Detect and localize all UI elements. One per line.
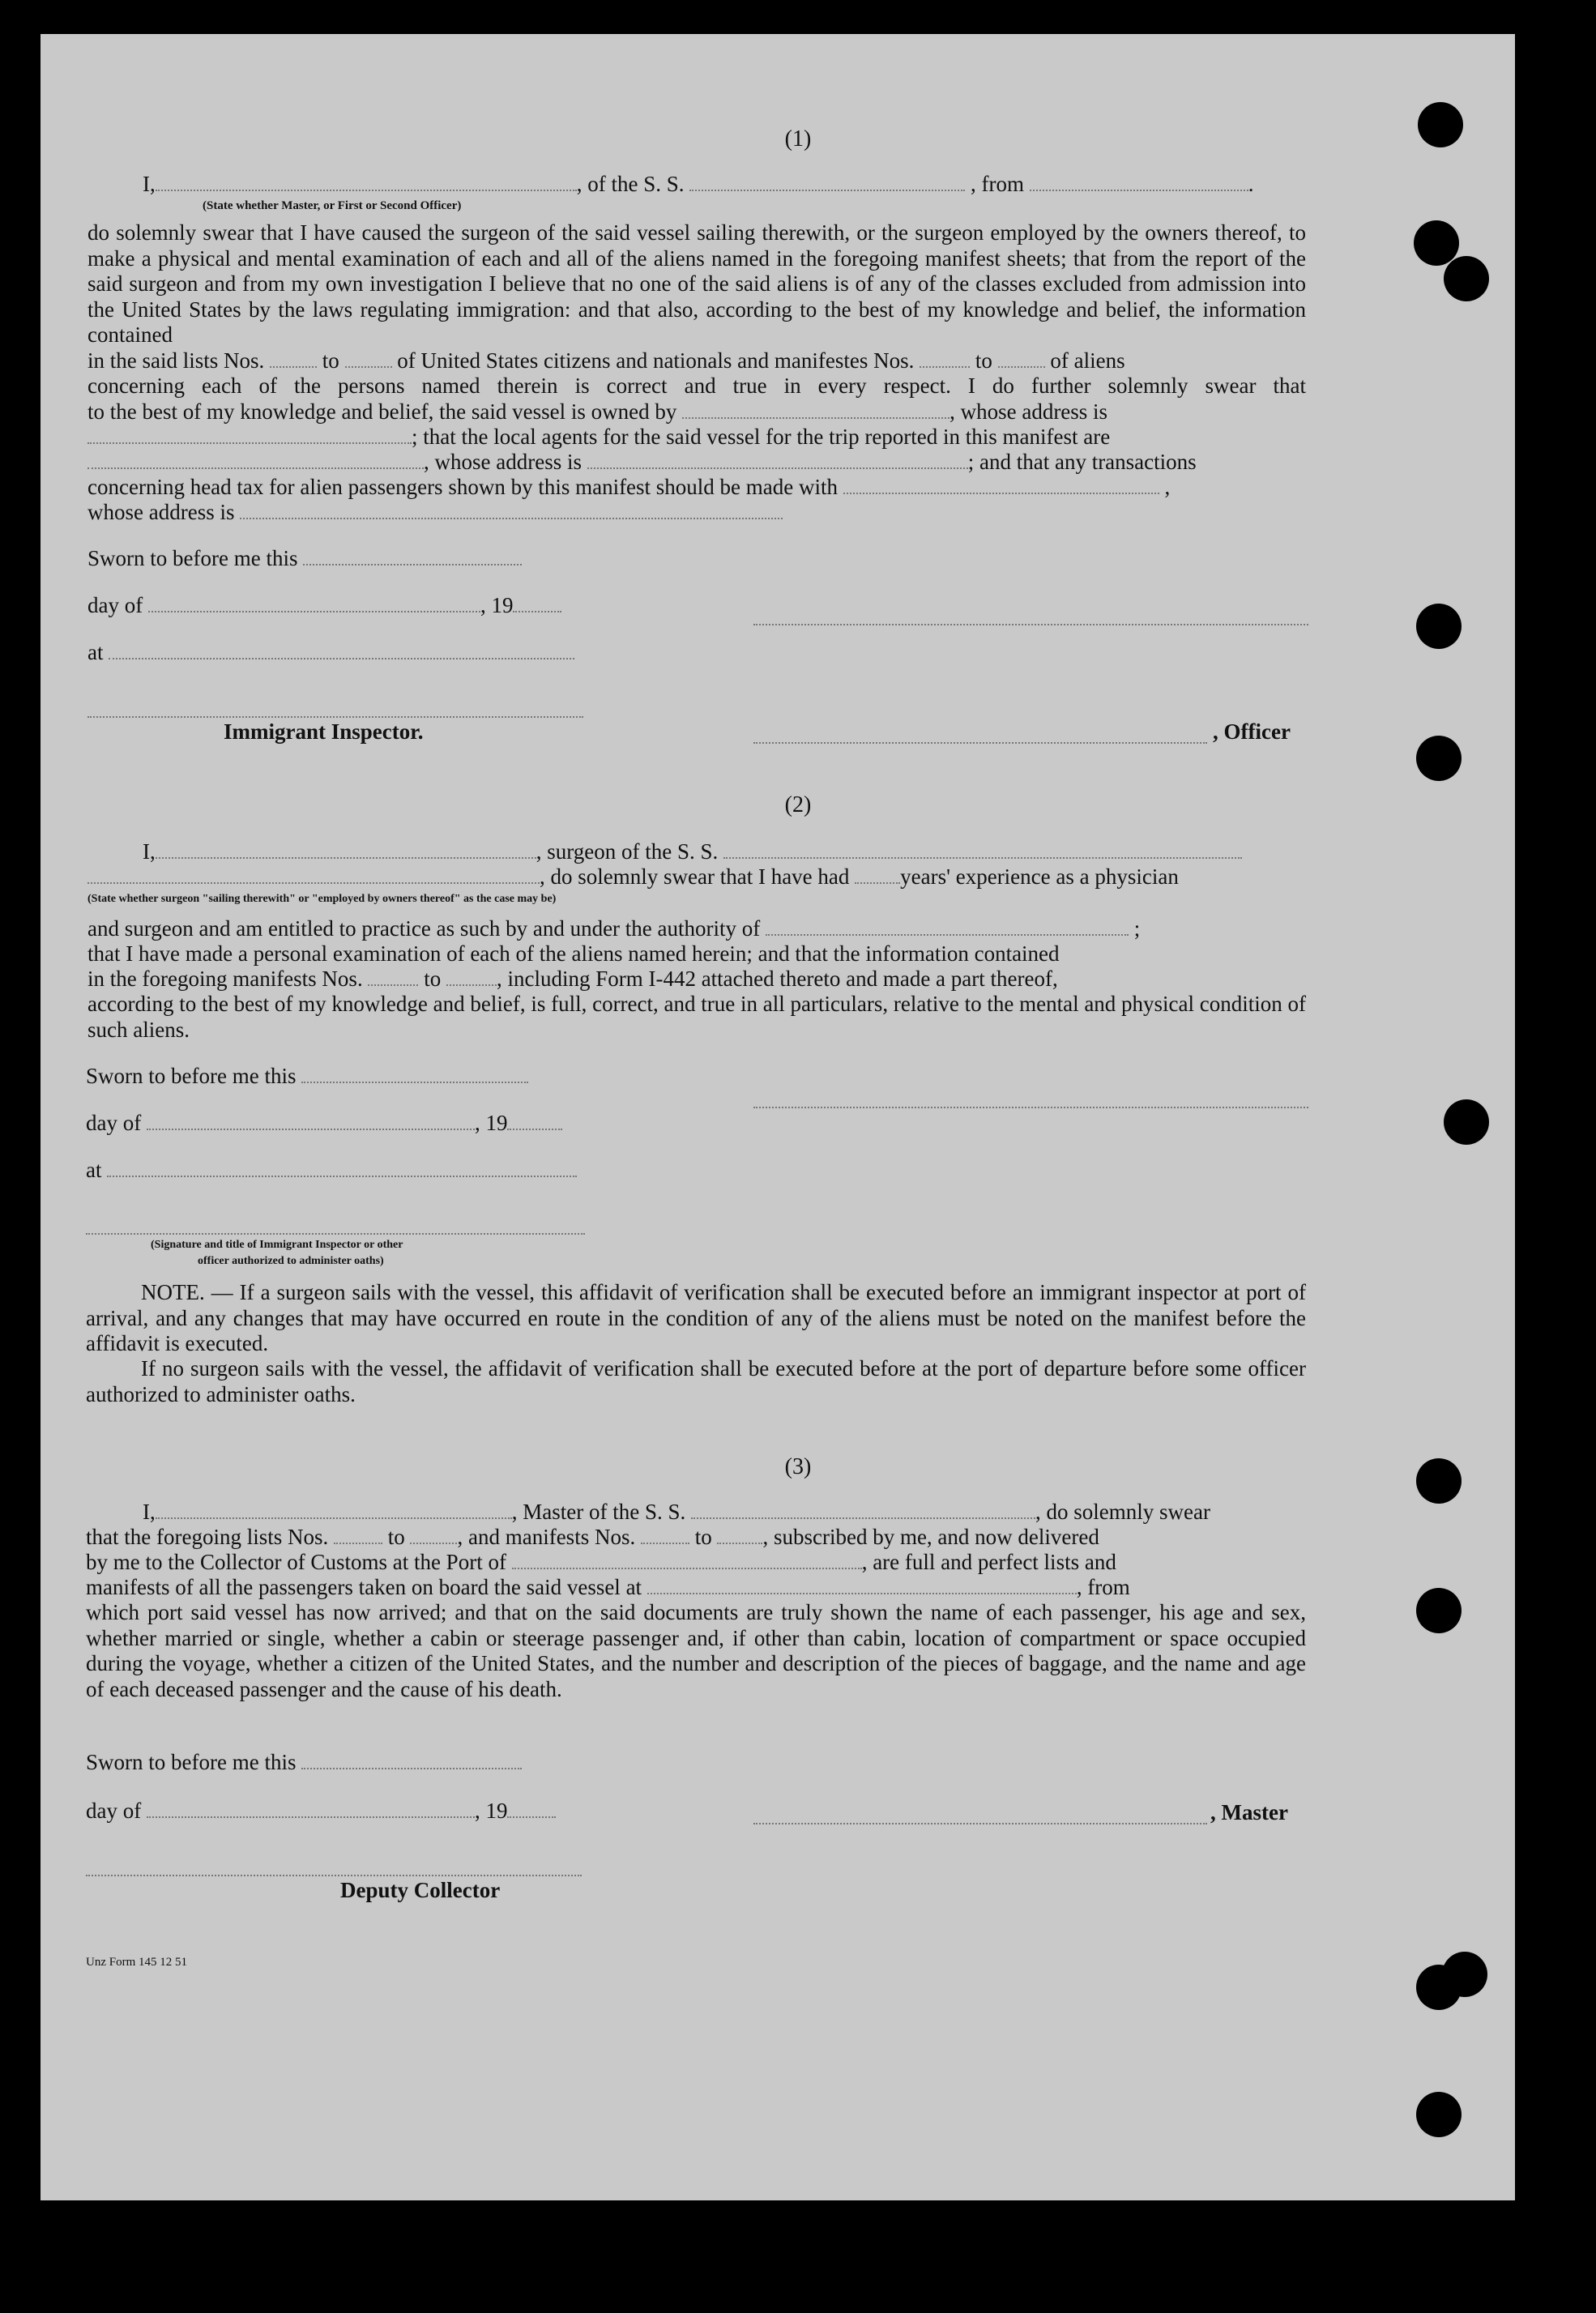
section2-lead-line — [143, 839, 1242, 864]
signature-note: (Signature and title of Immigrant Inspector or other — [151, 1239, 403, 1251]
comma-text: , — [1164, 475, 1171, 499]
list-to-field[interactable] — [410, 1525, 457, 1544]
owner-address-field[interactable] — [87, 425, 412, 444]
to-text: to — [975, 348, 992, 373]
surgeon-of-text: , surgeon of the S. S. — [536, 839, 719, 864]
surgeon-type-note: (State whether surgeon "sailing therewith" or "employed by owners thereof" as the case may be) — [87, 893, 557, 905]
manifest-to-field[interactable] — [446, 967, 497, 986]
head-tax-address-field[interactable] — [240, 500, 783, 519]
section1-address-line — [87, 500, 783, 525]
list-from-field[interactable] — [334, 1525, 382, 1544]
collector-signature-field[interactable] — [86, 1875, 582, 1876]
sworn-line — [86, 1750, 522, 1775]
year-prefix-text: , 19 — [474, 1111, 508, 1135]
punch-hole — [1416, 604, 1462, 649]
surgeon-name-field[interactable] — [156, 839, 536, 859]
owner-address-text: , whose address is — [949, 399, 1108, 424]
manifests-text: , and manifests Nos. — [457, 1525, 636, 1549]
day-of-line — [87, 593, 561, 618]
full-lists-text: , are full and perfect lists and — [861, 1550, 1116, 1574]
section1-paragraph-2: concerning each of the persons named therein is correct and true in every respect. I do further solemnly swear that — [87, 373, 1306, 398]
place-field[interactable] — [107, 1158, 577, 1177]
sworn-line — [87, 546, 522, 571]
section1-head-tax-line — [87, 475, 1170, 500]
punch-hole — [1416, 1965, 1462, 2010]
section2-paragraph-1: that I have made a personal examination of each of the aliens named herein; and that the information contained — [87, 941, 1060, 966]
years-field[interactable] — [855, 864, 900, 884]
day-of-line — [86, 1799, 556, 1824]
section1-lists-line — [87, 348, 1125, 373]
subscribed-text: , subscribed by me, and now delivered — [762, 1525, 1099, 1549]
agents-text: ; that the local agents for the said vessel for the trip reported in this manifest are — [412, 425, 1111, 449]
section3-collector-line — [86, 1550, 1116, 1575]
sworn-text: Sworn to before me this — [87, 546, 298, 570]
transactions-text: ; and that any transactions — [967, 450, 1197, 474]
at-line — [86, 1158, 577, 1183]
citizen-list-from-field[interactable] — [270, 348, 317, 368]
citizen-list-to-field[interactable] — [345, 348, 392, 368]
period-text: . — [1248, 172, 1254, 196]
from-port-field[interactable] — [1030, 172, 1248, 191]
inspector-signature-field[interactable] — [87, 716, 583, 718]
lead-text: I, — [143, 1500, 156, 1524]
year-field[interactable] — [507, 1799, 556, 1818]
surgeon-signature-field[interactable] — [753, 1107, 1308, 1108]
manifest-to-field[interactable] — [717, 1525, 762, 1544]
at-text: at — [86, 1158, 102, 1182]
vessel-name-field[interactable] — [691, 1500, 1035, 1519]
note-paragraph: NOTE. — If a surgeon sails with the vessel, this affidavit of verification shall be executed before an immigrant inspector at port of arrival, and any changes that may have occurred en route in the condition of any of the aliens must be noted on the manifest before the affidavit is executed. — [86, 1280, 1306, 1355]
section-number: (2) — [784, 792, 812, 817]
section1-paragraph-1: do solemnly swear that I have caused the surgeon of the said vessel sailing therewith, or the surgeon employed by the owners thereof, to make a physical and mental examination of each and all of the aliens named in the foregoing manifest sheets; that from the report of the said surgeon and from my own investigation I believe that no one of the said aliens is of any of the classes excluded from admission into the United States by the laws regulating immigration: and that also, according to the best of my knowledge and belief, the information contained — [87, 220, 1306, 347]
section2-manifests-line — [87, 967, 1058, 992]
manifest-text: of United States citizens and nationals and manifestes Nos. — [397, 348, 915, 373]
whose-address-text: whose address is — [87, 500, 235, 524]
officer-label: , Officer — [1213, 719, 1291, 744]
sworn-date-field[interactable] — [301, 1750, 522, 1769]
vessel-name-field[interactable] — [723, 839, 1242, 859]
day-of-text: day of — [87, 593, 143, 617]
vessel-name-field[interactable] — [689, 172, 965, 191]
lists-text: that the foregoing lists Nos. — [86, 1525, 329, 1549]
punch-hole — [1444, 256, 1489, 301]
section-number: (3) — [784, 1454, 812, 1479]
day-of-text: day of — [86, 1111, 142, 1135]
at-text: at — [87, 640, 104, 664]
section3-taken-line — [86, 1575, 1130, 1600]
whose-address-text: , whose address is — [424, 450, 582, 474]
to-text: to — [387, 1525, 405, 1549]
local-agents-field[interactable] — [87, 450, 424, 469]
to-text: to — [322, 348, 339, 373]
punch-hole — [1416, 736, 1462, 781]
semicolon-text: ; — [1133, 916, 1141, 941]
day-of-line — [86, 1111, 562, 1136]
agent-address-field[interactable] — [587, 450, 968, 469]
master-of-text: , Master of the S. S. — [511, 1500, 686, 1524]
section3-paragraph: which port said vessel has now arrived; and that on the said documents are truly shown the name of each passenger, his age and sex, whether married or single, whether a cabin or steerage passenger and, if other than cabin, location of compartment or space occupied during the voyage, whether a citizen of the United States, and the number and description of the pieces of baggage, and the name and age of each deceased passenger and the cause of his death. — [86, 1600, 1306, 1701]
head-tax-text: concerning head tax for alien passengers shown by this manifest should be made with — [87, 475, 839, 499]
manifest-from-field[interactable] — [641, 1525, 689, 1544]
manifest-from-field[interactable] — [368, 967, 418, 986]
deputy-collector-label: Deputy Collector — [340, 1878, 501, 1902]
authority-field[interactable] — [766, 916, 1129, 936]
place-field[interactable] — [109, 640, 574, 659]
section1-owner-line — [87, 399, 1107, 425]
month-field[interactable] — [147, 1111, 475, 1130]
officer-rank-note: (State whether Master, or First or Second Officer) — [203, 199, 462, 212]
section-number: (1) — [784, 126, 812, 151]
section3-lead-line — [143, 1500, 1210, 1525]
master-label: , Master — [1210, 1800, 1288, 1824]
authority-text: and surgeon and am entitled to practice as such by and under the authority of — [87, 916, 761, 941]
from-text: , from — [971, 172, 1024, 196]
swear-text: , do solemnly swear that I have had — [540, 864, 850, 889]
signature-note: officer authorized to administer oaths) — [198, 1255, 384, 1267]
including-text: , including Form I-442 attached thereto and made a part thereof, — [496, 967, 1058, 991]
section2-swear-line — [87, 864, 1179, 890]
lead-text: I, — [143, 839, 156, 864]
sworn-date-field[interactable] — [303, 546, 522, 565]
section1-agents-line — [87, 425, 1110, 450]
manifests-text: in the foregoing manifests Nos. — [87, 967, 363, 991]
section2-paragraph-2: according to the best of my knowledge and belief, is full, correct, and true in all particulars, relative to the mental and physical condition of such aliens. — [87, 992, 1307, 1042]
year-field[interactable] — [507, 1111, 562, 1130]
head-tax-party-field[interactable] — [843, 475, 1159, 494]
to-text: to — [694, 1525, 712, 1549]
month-field[interactable] — [147, 1799, 475, 1818]
aliens-text: of aliens — [1050, 348, 1125, 373]
sworn-text: Sworn to before me this — [86, 1750, 297, 1774]
form-identifier: Unz Form 145 12 51 — [86, 1956, 187, 1969]
vessel-owner-field[interactable] — [682, 399, 949, 419]
swear-text: , do solemnly swear — [1035, 1500, 1210, 1524]
section3-lists-line — [86, 1525, 1099, 1550]
punch-hole — [1414, 220, 1459, 266]
taken-text: manifests of all the passengers taken on board the said vessel at — [86, 1575, 642, 1599]
section1-lead-line — [143, 172, 1254, 197]
from-text: , from — [1076, 1575, 1130, 1599]
punch-hole — [1416, 2092, 1462, 2137]
master-name-field[interactable] — [156, 1500, 512, 1519]
alien-manifest-to-field[interactable] — [998, 348, 1045, 368]
collector-text: by me to the Collector of Customs at the Port of — [86, 1550, 506, 1574]
sworn-date-field[interactable] — [301, 1064, 528, 1083]
at-line — [87, 640, 574, 665]
sworn-line — [86, 1064, 528, 1089]
year-prefix-text: , 19 — [474, 1799, 508, 1823]
lead-text: I, — [143, 172, 156, 196]
note-paragraph: If no surgeon sails with the vessel, the affidavit of verification shall be executed before at the port of departure before some officer authorized to administer oaths. — [86, 1356, 1306, 1406]
of-ss-text: , of the S. S. — [576, 172, 685, 196]
year-field[interactable] — [513, 593, 561, 612]
alien-manifest-from-field[interactable] — [920, 348, 970, 368]
master-signature-field[interactable] — [753, 1823, 1207, 1824]
officer-name-field[interactable] — [753, 742, 1207, 744]
to-text: to — [424, 967, 442, 991]
day-of-text: day of — [86, 1799, 142, 1823]
month-field[interactable] — [148, 593, 480, 612]
year-prefix-text: , 19 — [480, 593, 514, 617]
years-text: years' experience as a physician — [900, 864, 1179, 889]
port-field[interactable] — [512, 1550, 862, 1569]
punch-hole — [1416, 1588, 1462, 1633]
owned-text: to the best of my knowledge and belief, the said vessel is owned by — [87, 399, 677, 424]
section2-authority-line — [87, 916, 1140, 941]
punch-hole — [1444, 1099, 1489, 1145]
inspector-label: Immigrant Inspector. — [224, 719, 424, 744]
officer-signature-field[interactable] — [753, 624, 1308, 625]
section1-agent-address-line — [87, 450, 1197, 475]
departure-port-field[interactable] — [647, 1575, 1077, 1594]
inspector-signature-field[interactable] — [86, 1233, 585, 1235]
lists-text: in the said lists Nos. — [87, 348, 265, 373]
surgeon-type-field[interactable] — [87, 864, 540, 884]
sworn-text: Sworn to before me this — [86, 1064, 297, 1088]
officer-name-field[interactable] — [156, 172, 577, 191]
